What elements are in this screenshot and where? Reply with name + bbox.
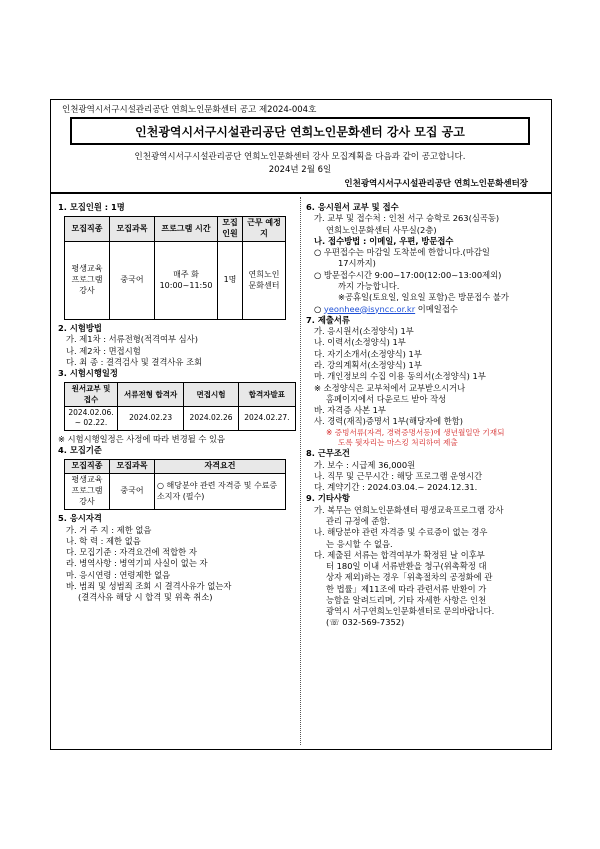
s5-item: 바. 범죄 및 성범죄 조회 시 결격사유가 없는자 xyxy=(66,580,232,591)
s3-th: 원서교부 및 접수 xyxy=(65,383,118,406)
left-column xyxy=(58,202,288,604)
s7-item: 사. 경력(재직)증명서 1부(해당자에 한함) xyxy=(314,416,463,427)
s4-th: 모집과목 xyxy=(110,460,155,474)
intro-text: 인천광역시서구시설관리공단 연희노인문화센터 강사 모집계획을 다음과 같이 공고합니다. xyxy=(134,152,466,162)
s5-item: 라. 병역사항 : 병역기피 사실이 없는 자 xyxy=(66,558,208,569)
column-divider xyxy=(300,197,301,745)
s3-td: 2024.02.23 xyxy=(118,406,184,430)
s3-th: 면접시험 xyxy=(184,383,239,406)
s3-th: 서류전형 합격자 xyxy=(118,383,184,406)
email-suffix: 이메일접수 xyxy=(415,303,458,314)
notice-title-text: 인천광역시서구시설관리공단 연희노인문화센터 강사 모집 공고 xyxy=(135,124,465,139)
s7-item: 다. 자기소개서(소정양식) 1부 xyxy=(314,348,422,359)
s5-item: 나. 학 력 : 제한 없음 xyxy=(66,535,141,546)
notice-title xyxy=(70,117,530,145)
s9-line: 한 법률」제11조에 따라 관련서류 반환이 가 xyxy=(326,583,487,594)
s5-item: 마. 응시연령 : 연령제한 없음 xyxy=(66,569,171,580)
s9-line: 나. 해당분야 관련 자격증 및 수료증이 없는 경우 xyxy=(314,527,488,538)
s2-heading: 2. 시험방법 xyxy=(58,323,102,334)
s9-line: 관리 규정에 준함. xyxy=(326,515,391,526)
s6-line: 가. 교부 및 접수처 : 인천 서구 승학로 263(심곡동) xyxy=(314,213,500,224)
s7-warning: ※ 증빙서류(자격, 경력증명서등)에 생년월일만 기재되 xyxy=(326,427,505,437)
s8-item: 가. 보수 : 시급제 36,000원 xyxy=(314,459,416,470)
s4-heading: 4. 모집기준 xyxy=(58,445,102,456)
s9-heading: 9. 기타사항 xyxy=(306,493,350,504)
s1-td: 중국어 xyxy=(110,242,155,320)
s1-th: 근무 예정지 xyxy=(243,217,286,242)
s2-item: 가. 제1차 : 서류전형(적격여부 심사) xyxy=(66,334,198,345)
s7-item: 라. 강의계획서(소정양식) 1부 xyxy=(314,359,422,370)
s5-heading: 5. 응시자격 xyxy=(58,513,102,524)
s7-item: 바. 자격증 사본 1부 xyxy=(314,405,386,416)
s4-td: 중국어 xyxy=(110,474,155,510)
s9-line: 상자 제외)하는 경우「위촉절차의 공정화에 관 xyxy=(326,572,493,583)
s4-th: 자격요건 xyxy=(155,460,286,474)
s1-td: 평생교육 프로그램 강사 xyxy=(65,242,110,320)
s1-heading: 1. 모집인원 : 1명 xyxy=(58,202,125,212)
s9-line: 광역시 서구연희노인문화센터로 문의바랍니다. xyxy=(326,606,495,617)
s5-item: 가. 거 주 지 : 제한 없음 xyxy=(66,524,152,535)
s9-line: 다. 제출된 서류는 합격여부가 확정된 날 이후부 xyxy=(314,549,485,560)
s9-line: 터 180일 이내 서류반환을 청구(위촉확정 대 xyxy=(326,561,487,572)
s7-item: 나. 이력서(소정양식) 1부 xyxy=(314,337,406,348)
s7-item: 가. 응시원서(소정양식) 1부 xyxy=(314,326,414,337)
email-link[interactable]: yeonhee@isyncc.or.kr xyxy=(323,303,416,314)
s9-line: 가. 복무는 연희노인문화센터 평생교육프로그램 강사 xyxy=(314,504,504,515)
s3-heading: 3. 시험시행일정 xyxy=(58,368,118,379)
s1-td: 연희노인 문화센터 xyxy=(243,242,286,320)
s6-line: ※공휴일(토요일, 일요일 포함)은 방문접수 불가 xyxy=(338,292,509,303)
s7-note: ※ 소정양식은 교부처에서 교부받으시거나 xyxy=(314,382,466,393)
notice-number: 인천광역시서구시설관리공단 연희노인문화센터 공고 제2024-004호 xyxy=(62,105,317,115)
s4-th: 모집직종 xyxy=(65,460,110,474)
s3-td: 2024.02.06. ~ 02.22. xyxy=(65,406,118,430)
s1-td: 매주 화 10:00~11:50 xyxy=(155,242,218,320)
s3-th: 합격자발표 xyxy=(238,383,295,406)
s6-email-line: ○ yeonhee@isyncc.or.kr 이메일접수 xyxy=(314,303,458,314)
s7-warning: 도록 뒷자리는 마스킹 처리하여 제출 xyxy=(338,437,458,447)
signer: 인천광역시서구시설관리공단 연희노인문화센터장 xyxy=(344,179,528,189)
phone-number: (☏ 032-569-7352) xyxy=(326,617,405,628)
s3-note: ※ 시험시행일정은 사정에 따라 변경될 수 있음 xyxy=(58,433,226,444)
s2-item: 다. 최 종 : 결격검사 및 결격사유 조회 xyxy=(66,356,203,367)
s1-td: 1명 xyxy=(218,242,243,320)
s3-td: 2024.02.26 xyxy=(184,406,239,430)
s6-heading: 6. 응시원서 교부 및 접수 xyxy=(306,202,399,212)
s6-line: 나. 접수방법 : 이메일, 우편, 방문접수 xyxy=(314,235,454,246)
s3-table xyxy=(64,382,296,430)
s9-line: 능함을 알려드리며, 기타 자세한 사항은 인천 xyxy=(326,594,487,605)
header-rule xyxy=(50,192,552,194)
s6-line: 까지 가능합니다. xyxy=(338,280,400,291)
s1-th: 모집직종 xyxy=(65,217,110,242)
s1-th: 모집 인원 xyxy=(218,217,243,242)
s6-line: 17시까지) xyxy=(338,258,376,269)
s6-line: 연희노인문화센터 사무실(2층) xyxy=(326,224,437,235)
s1-th: 모집과목 xyxy=(110,217,155,242)
s3-td: 2024.02.27. xyxy=(238,406,295,430)
right-column xyxy=(306,202,544,629)
s4-td: ○ 해당분야 관련 자격증 및 수료증 소지자 (필수) xyxy=(155,474,286,510)
s7-item: 마. 개인정보의 수집 이용 동의서(소정양식) 1부 xyxy=(314,371,486,382)
s2-item: 나. 제2차 : 면접시험 xyxy=(66,345,141,356)
s8-item: 나. 직무 및 근무시간 : 해당 프로그램 운영시간 xyxy=(314,470,483,481)
s7-heading: 7. 제출서류 xyxy=(306,314,350,325)
s5-item: 다. 모집기준 : 자격요건에 적합한 자 xyxy=(66,547,197,558)
s1-th: 프로그램 시간 xyxy=(155,217,218,242)
s6-line: ○ 방문접수시간 9:00~17:00(12:00~13:00제외) xyxy=(314,269,502,280)
s7-note: 홈페이지에서 다운로드 받아 작성 xyxy=(326,393,447,404)
s9-line: 는 응시할 수 없음. xyxy=(326,538,393,549)
s6-line: ○ 우편접수는 마감일 도착분에 한합니다.(마감일 xyxy=(314,247,490,258)
s8-item: 다. 계약기간 : 2024.03.04.~ 2024.12.31. xyxy=(314,482,478,493)
s8-heading: 8. 근무조건 xyxy=(306,448,350,459)
s4-td: 평생교육 프로그램 강사 xyxy=(65,474,110,510)
notice-date: 2024년 2월 6일 xyxy=(268,165,332,175)
s1-table xyxy=(64,216,286,320)
s5-item: (결격사유 해당 시 합격 및 위촉 취소) xyxy=(78,592,213,603)
s4-table xyxy=(64,459,286,510)
